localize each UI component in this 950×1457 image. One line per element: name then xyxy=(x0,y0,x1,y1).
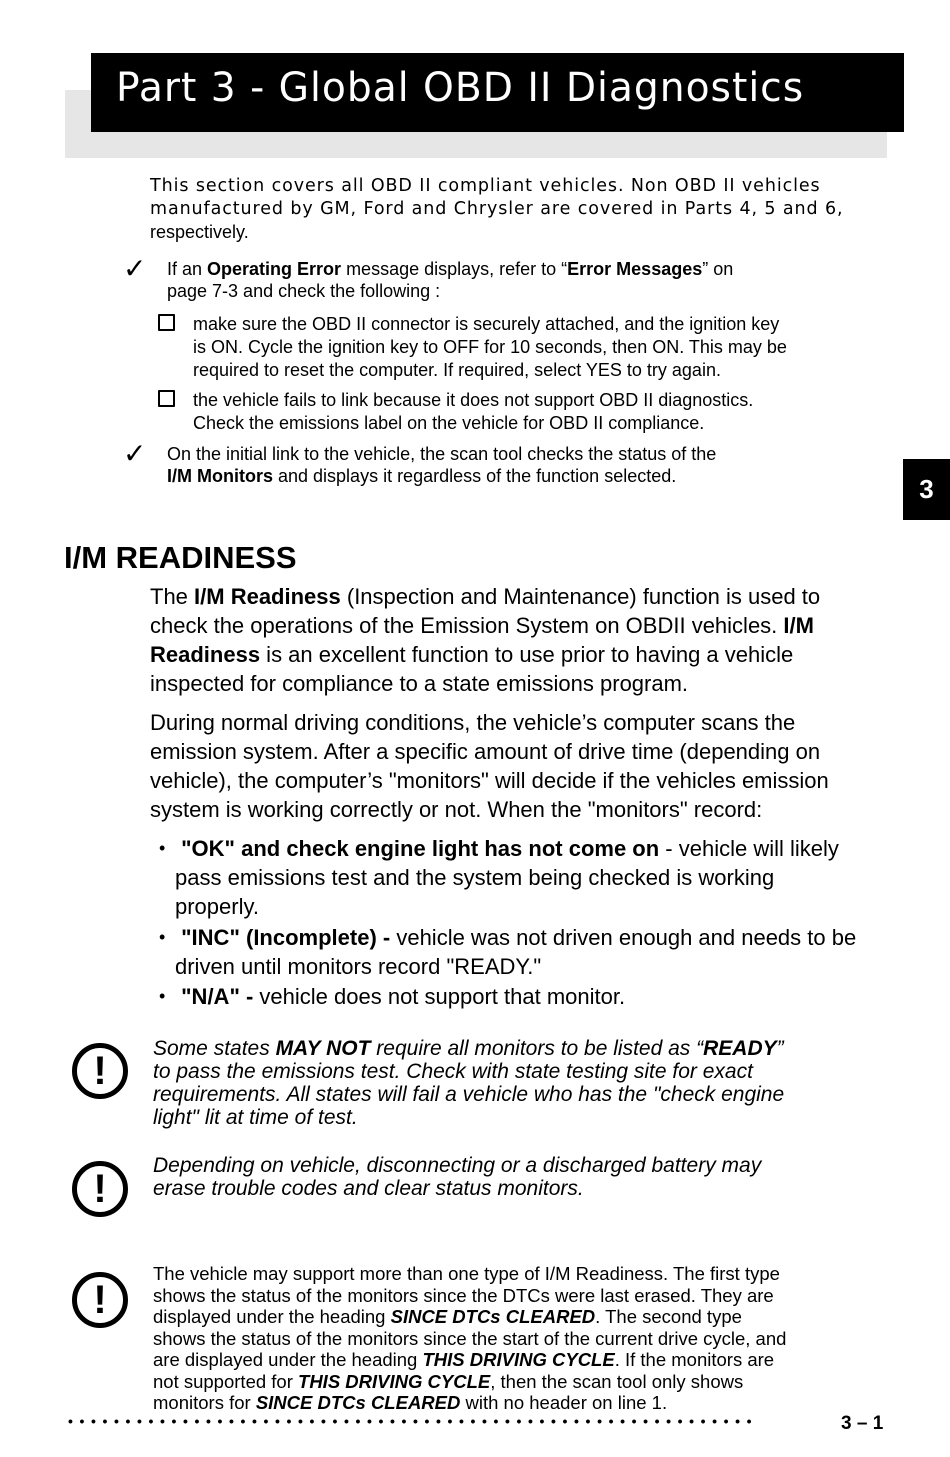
note-battery: Depending on vehicle, disconnecting or a discharged battery may erase trouble codes and clear status monitors. xyxy=(153,1154,762,1200)
list-item: "INC" (Incomplete) - vehicle was not driven enough and needs to be driven until monitors record "READY." xyxy=(175,925,857,979)
checkbox-icon xyxy=(158,314,175,331)
intro-line: respectively. xyxy=(150,222,249,242)
warning-icon: ! xyxy=(72,1272,128,1328)
warning-icon: ! xyxy=(72,1043,128,1099)
check-item-operating-error: If an Operating Error message displays, refer to “Error Messages” on page 7-3 and check the following : xyxy=(167,259,734,301)
paragraph-monitors: During normal driving conditions, the vehicle’s computer scans the emission system. After a specific amount of drive time (depending on vehicle), the computer’s "monitors" will decide if the vehicles emission system is working correctly or not. When the "monitors" record: xyxy=(150,710,829,822)
intro-line: manufactured by GM, Ford and Chrysler are covered in Parts 4, 5 and 6, xyxy=(150,199,844,219)
intro-paragraph xyxy=(150,175,902,244)
section-tab: 3 xyxy=(903,459,950,520)
checklist-item-link-fail: the vehicle fails to link because it does not support OBD II diagnostics. Check the emissions label on the vehicle for OBD II compliance. xyxy=(193,390,754,433)
checkmark-icon: ✓ xyxy=(123,252,147,285)
list-item: "OK" and check engine light has not come on - vehicle will likely pass emissions test and the system being checked is working properly. xyxy=(175,836,839,919)
check-item-initial-link: On the initial link to the vehicle, the scan tool checks the status of the I/M Monitors and displays it regardless of the function selected. xyxy=(167,444,717,486)
checklist-item-connector: make sure the OBD II connector is securely attached, and the ignition key is ON. Cycle the ignition key to OFF for 10 seconds, then ON. This may be required to reset the computer. If required, select YES to try again. xyxy=(193,314,787,380)
note-readiness-types: The vehicle may support more than one type of I/M Readiness. The first type shows the status of the monitors since the DTCs were last erased. They are displayed under the heading SINCE DTCs CLEARED. The second type shows the status of the monitors since the start of the current drive cycle, and are displayed under the heading THIS DRIVING CYCLE. If the monitors are not supported for THIS DRIVING CYCLE, then the scan tool only shows monitors for SINCE DTCs CLEARED with no header on line 1. xyxy=(153,1263,787,1413)
bullet-icon: • xyxy=(159,838,166,858)
warning-icon: ! xyxy=(72,1161,128,1217)
page-title: Part 3 - Global OBD II Diagnostics xyxy=(116,65,805,111)
paragraph-im-readiness: The I/M Readiness (Inspection and Maintenance) function is used to check the operations of the Emission System on OBDII vehicles. I/M Readiness is an excellent function to use prior to having a vehicle inspected for compliance to a state emissions program. xyxy=(150,584,821,696)
bullet-icon: • xyxy=(159,986,166,1006)
footer-dot-leader: •••••••••••••••••••••••••••••••••••••••••••••••••••••••••••• xyxy=(68,1413,759,1429)
intro-line: This section covers all OBD II compliant vehicles. Non OBD II vehicles xyxy=(150,176,821,196)
note-states: Some states MAY NOT require all monitors to be listed as “READY” to pass the emissions test. Check with state testing site for exact requirements. All states will fail a vehicle who has the "check engine light" lit at time of test. xyxy=(153,1037,785,1129)
page-number: 3 – 1 xyxy=(841,1413,884,1434)
checkmark-icon: ✓ xyxy=(123,437,147,470)
bullet-icon: • xyxy=(159,927,166,947)
section-heading: I/M READINESS xyxy=(64,540,297,575)
list-item: "N/A" - vehicle does not support that monitor. xyxy=(181,984,626,1009)
checkbox-icon xyxy=(158,390,175,407)
